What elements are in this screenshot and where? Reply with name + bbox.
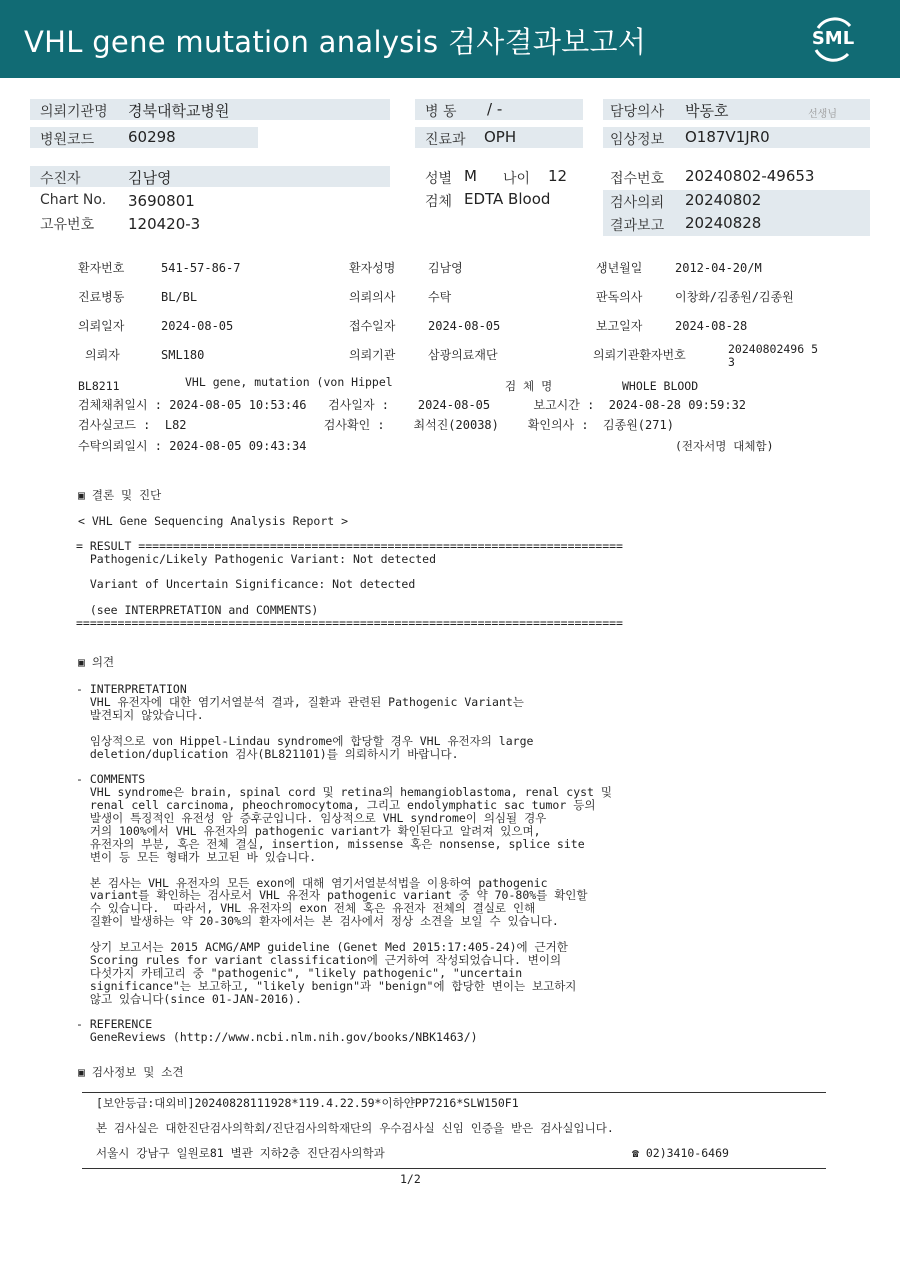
test-specimen-label: 검 체 명 bbox=[505, 379, 553, 393]
result-line: Pathogenic/Likely Pathogenic Variant: Not detected bbox=[76, 551, 437, 566]
test-name: VHL gene, mutation (von Hippel bbox=[185, 375, 393, 389]
grid-r3c4: 의뢰기관환자번호 bbox=[593, 348, 686, 362]
result-line: = RESULT ====================================================================== bbox=[76, 539, 623, 553]
test-line3: 수탁의뢰일시 : 2024-08-05 09:43:34 bbox=[78, 439, 307, 453]
grid-r2c5: 2024-08-28 bbox=[675, 319, 748, 333]
grid-r3c3: 삼광의료재단 bbox=[428, 348, 498, 362]
result-line: Variant of Uncertain Significance: Not detected bbox=[76, 577, 416, 592]
opinion-line: 발생이 특징적인 유전성 암 증후군입니다. 임상적으로 VHL syndrome이 의심될 경우 bbox=[76, 811, 547, 825]
req-org-value: 경북대학교병원 bbox=[128, 102, 230, 120]
opinion-line: renal cell carcinoma, pheochromocytoma, 그리고 endolymphatic sac tumor 등의 bbox=[76, 798, 596, 813]
sml-logo bbox=[806, 12, 860, 66]
grid-r1c1: BL/BL bbox=[161, 290, 198, 304]
sex-value: M bbox=[464, 167, 477, 185]
doctor-suffix: 선생님 bbox=[808, 109, 837, 120]
grid-r3c0: 의뢰자 bbox=[85, 348, 120, 362]
dept-value: OPH bbox=[484, 128, 517, 146]
sex-label: 성별 bbox=[425, 171, 453, 187]
age-label: 나이 bbox=[503, 171, 531, 187]
logo-text: SML bbox=[811, 28, 855, 49]
grid-r1c3: 수탁 bbox=[428, 290, 452, 304]
opinion-line: 않고 있습니다(since 01-JAN-2016). bbox=[76, 991, 302, 1006]
report-subtitle: < VHL Gene Sequencing Analysis Report > bbox=[78, 514, 349, 528]
grid-r0c4: 생년월일 bbox=[596, 261, 643, 275]
accession-value: 20240802-49653 bbox=[685, 167, 815, 185]
hosp-code-label: 병원코드 bbox=[40, 132, 95, 148]
reported-label: 결과보고 bbox=[610, 218, 665, 234]
requested-value: 20240802 bbox=[685, 191, 762, 209]
opinion-line: 수 있습니다. 따라서, VHL 유전자의 exon 전체 혹은 유전자 전체의 결실로 인해 bbox=[76, 901, 536, 916]
opinion-line: 변이 등 모든 형태가 보고된 바 있습니다. bbox=[76, 849, 317, 864]
specimen-value: EDTA Blood bbox=[464, 190, 551, 208]
result-line: =============================================================================== bbox=[76, 615, 623, 630]
req-org-label: 의뢰기관명 bbox=[40, 104, 108, 120]
grid-r0c0: 환자번호 bbox=[78, 261, 125, 275]
opinion-line: 거의 100%에서 VHL 유전자의 pathogenic variant가 확인된다고 알려져 있으며, bbox=[76, 823, 541, 838]
grid-r0c1: 541-57-86-7 bbox=[161, 261, 241, 275]
grid-r0c5: 2012-04-20/M bbox=[675, 261, 762, 275]
grid-r1c5: 이창화/김종원/김종원 bbox=[675, 290, 794, 304]
grid-r2c3: 2024-08-05 bbox=[428, 319, 501, 333]
test-line1: 검체채취일시 : 2024-08-05 10:53:46 검사일자 : 2024-08-05 보고시간 : 2024-08-28 09:59:32 bbox=[78, 398, 747, 412]
grid-r1c4: 판독의사 bbox=[596, 290, 643, 304]
grid-r1c2: 의뢰의사 bbox=[349, 290, 396, 304]
dept-label: 진료과 bbox=[425, 132, 466, 148]
result-line: (see INTERPRETATION and COMMENTS) bbox=[76, 603, 319, 617]
opinion-line: - INTERPRETATION bbox=[76, 682, 187, 696]
patient-value: 김남영 bbox=[128, 169, 172, 187]
certification-line: 본 검사실은 대한진단검사의학회/진단검사의학재단의 우수검사실 신임 인증을 받은 검사실입니다. bbox=[96, 1121, 614, 1135]
opinion-line: - COMMENTS bbox=[76, 772, 146, 787]
security-line: [보안등급:대외비]20240828111928*119.4.22.59*이하얀PP7216*SLW150F1 bbox=[96, 1096, 519, 1110]
grid-r3c1: SML180 bbox=[161, 348, 205, 362]
doctor-label: 담당의사 bbox=[610, 104, 665, 120]
test-code: BL8211 bbox=[78, 379, 120, 393]
report-title: VHL gene mutation analysis 검사결과보고서 bbox=[24, 25, 647, 59]
requested-label: 검사의뢰 bbox=[610, 195, 665, 211]
footer-top-rule bbox=[82, 1092, 826, 1093]
phone-line: ☎ 02)3410-6469 bbox=[632, 1146, 729, 1160]
opinion-line: 유전자의 부분, 혹은 전체 결실, insertion, missense 혹은 nonsense, splice site bbox=[76, 836, 585, 851]
ward-value: / - bbox=[487, 100, 503, 118]
uid-value: 120420-3 bbox=[128, 215, 201, 233]
specimen-label: 검체 bbox=[425, 194, 453, 210]
address-line: 서울시 강남구 일원로81 별관 지하2층 진단검사의학과 bbox=[96, 1146, 385, 1160]
opinion-line: significance"는 보고하고, "likely benign"과 "benign"에 합당한 변이는 보고하지 bbox=[76, 978, 577, 993]
hosp-code-value: 60298 bbox=[128, 128, 176, 146]
opinion-line: 발견되지 않았습니다. bbox=[76, 707, 204, 722]
doctor-value: 박동호 bbox=[685, 102, 729, 120]
conclusion-title: ▣ 결론 및 진단 bbox=[78, 488, 162, 502]
opinion-line: VHL syndrome은 brain, spinal cord 및 retina의 hemangioblastoma, renal cyst 및 bbox=[76, 785, 613, 800]
test-line2: 검사실코드 : L82 검사확인 : 최석진(20038) 확인의사 : 김종원(271) bbox=[78, 418, 674, 432]
uid-label: 고유번호 bbox=[40, 217, 95, 233]
clinical-value: O187V1JR0 bbox=[685, 128, 770, 146]
reported-value: 20240828 bbox=[685, 214, 762, 232]
grid-r3c2: 의뢰기관 bbox=[349, 348, 396, 362]
esign-note: (전자서명 대체함) bbox=[675, 439, 774, 453]
test-specimen-value: WHOLE BLOOD bbox=[622, 379, 699, 393]
patient-label: 수진자 bbox=[40, 171, 81, 187]
opinion-line: 본 검사는 VHL 유전자의 모든 exon에 대해 염기서열분석법을 이용하여 pathogenic bbox=[76, 875, 548, 890]
grid-r2c2: 접수일자 bbox=[349, 319, 396, 333]
grid-r1c0: 진료병동 bbox=[78, 290, 125, 304]
report-header bbox=[0, 0, 900, 78]
grid-r2c1: 2024-08-05 bbox=[161, 319, 234, 333]
opinion-line: GeneReviews (http://www.ncbi.nlm.nih.gov/books/NBK1463/) bbox=[76, 1030, 478, 1045]
footer-bottom-rule bbox=[82, 1168, 826, 1169]
opinion-title: ▣ 의견 bbox=[78, 655, 115, 669]
age-value: 12 bbox=[548, 167, 568, 185]
chart-value: 3690801 bbox=[128, 192, 195, 210]
clinical-label: 임상정보 bbox=[610, 132, 665, 148]
grid-r2c4: 보고일자 bbox=[596, 319, 643, 333]
opinion-line: 상기 보고서는 2015 ACMG/AMP guideline (Genet Med 2015:17:405-24)에 근거한 bbox=[76, 940, 568, 954]
accession-label: 접수번호 bbox=[610, 171, 665, 187]
opinion-line: VHL 유전자에 대한 염기서열분석 결과, 질환과 관련된 Pathogenic Variant는 bbox=[76, 694, 524, 709]
opinion-line: Scoring rules for variant classification에 근거하여 작성되었습니다. 변이의 bbox=[76, 952, 562, 967]
grid-r3c5: 20240802496 5 3 bbox=[728, 342, 819, 369]
opinion-line: variant를 확인하는 검사로서 VHL 유전자 pathogenic variant 중 약 70-80%를 확인할 bbox=[76, 888, 588, 903]
ward-label: 병 동 bbox=[425, 104, 457, 120]
grid-r0c3: 김남영 bbox=[428, 261, 463, 275]
opinion-line: 다섯가지 카테고리 중 "pathogenic", "likely pathogenic", "uncertain bbox=[76, 965, 523, 980]
page-number: 1/2 bbox=[400, 1172, 421, 1186]
opinion-line: - REFERENCE bbox=[76, 1017, 153, 1032]
opinion-line: 임상적으로 von Hippel-Lindau syndrome에 합당할 경우 VHL 유전자의 large bbox=[76, 733, 534, 748]
opinion-line: deletion/duplication 검사(BL821101)를 의뢰하시기 바랍니다. bbox=[76, 746, 459, 761]
opinion-line: 질환이 발생하는 약 20-30%의 환자에서는 본 검사에서 정상 소견을 보일 수 있습니다. bbox=[76, 914, 559, 929]
grid-r0c2: 환자성명 bbox=[349, 261, 396, 275]
chart-label: Chart No. bbox=[40, 192, 107, 208]
info-section-title: ▣ 검사정보 및 소견 bbox=[78, 1065, 184, 1079]
patient-box bbox=[30, 166, 390, 187]
grid-r2c0: 의뢰일자 bbox=[78, 319, 125, 333]
